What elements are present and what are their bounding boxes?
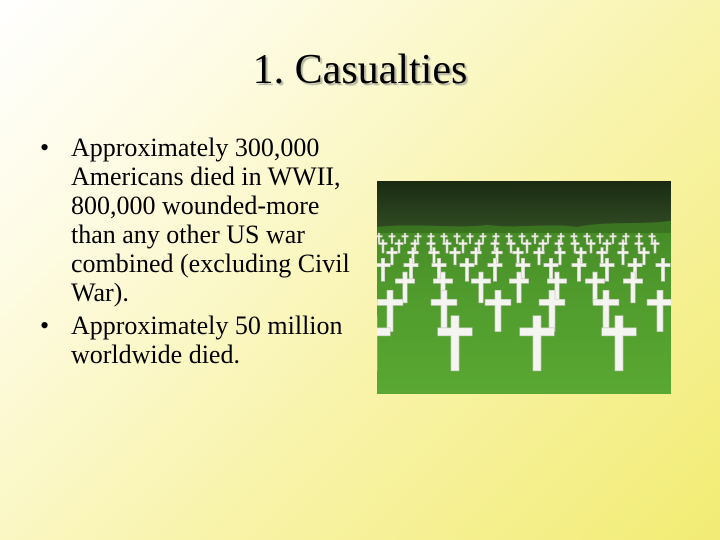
bullet-icon: • (40, 133, 50, 162)
bullet-item (40, 133, 360, 307)
bullet-icon: • (40, 311, 50, 340)
bullet-list (40, 133, 360, 373)
cemetery-crosses-photo (377, 181, 671, 394)
bullet-text: Approximately 300,000 Americans died in WWII, 800,000 wounded-more than any other US war combined (excluding Civil War). (71, 133, 350, 307)
tree-line (377, 181, 671, 227)
slide-title: 1. Casualties (252, 47, 468, 93)
bullet-text: Approximately 50 million worldwide died. (71, 311, 343, 369)
bullet-item (40, 311, 360, 369)
